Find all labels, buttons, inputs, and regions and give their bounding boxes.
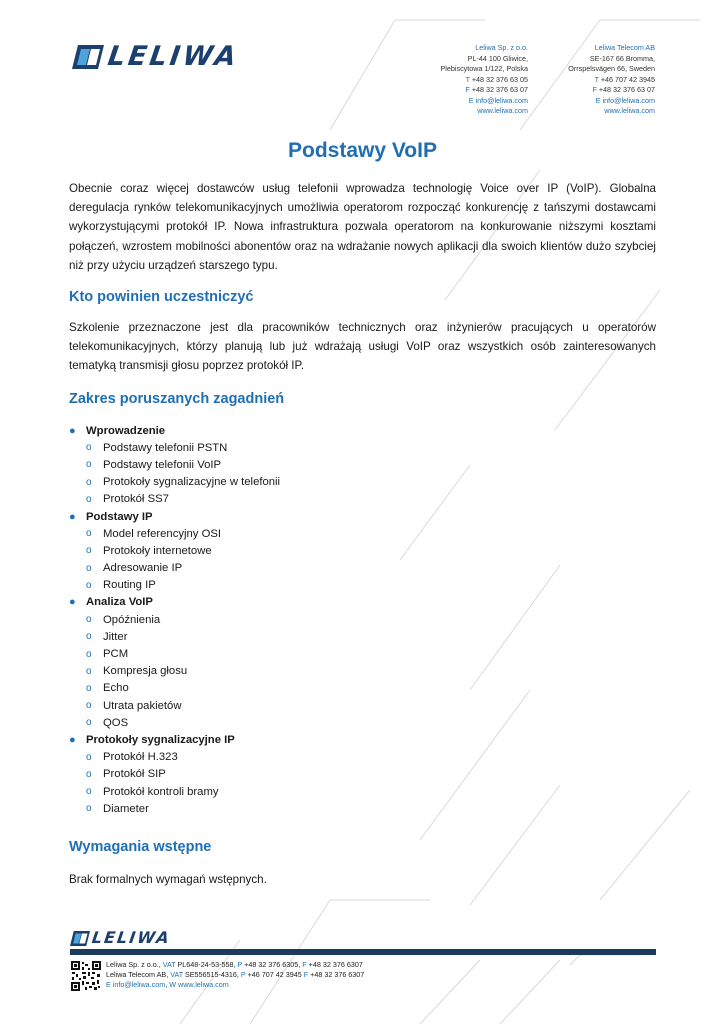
leliwa-logo-mark-icon (70, 931, 90, 946)
bullet-circle-icon: o (86, 803, 92, 815)
requirements-heading: Wymagania wstępne (69, 839, 212, 855)
topic-subitem: o Protokół SS7 (86, 493, 169, 506)
leliwa-logo-mark-icon (72, 45, 104, 69)
topic-subitem: o Protokół SIP (86, 768, 166, 781)
address-line: Plebiscytowa 1/122, Polska (440, 64, 528, 73)
bullet-circle-icon: o (86, 631, 92, 643)
topic-subitem: o Utrata pakietów (86, 699, 182, 712)
bullet-circle-icon: o (86, 751, 92, 763)
footer-website-link[interactable]: www.leliwa.com (176, 980, 229, 990)
bullet-dot-icon: ● (69, 424, 76, 437)
bullet-circle-icon: o (86, 648, 92, 660)
bullet-circle-icon: o (86, 768, 92, 780)
topics-list (69, 422, 629, 817)
topic-subitem: o PCM (86, 648, 129, 661)
topic-subitem: o Protokoły sygnalizacyjne w telefonii (86, 476, 281, 489)
who-paragraph: Szkolenie przeznaczone jest dla pracowników technicznych oraz inżynierów pracujących u operatorów telekomunikacyjnych, którzy planują lub już wdrażają usługi VoIP oraz wszystkich osób zainteresowanych tematyką transmisji głosu poprzez protokół IP. (69, 321, 656, 373)
footer-line-contact: E info@leliwa.com, W www.leliwa.com (106, 980, 229, 990)
bullet-circle-icon: o (86, 579, 92, 591)
footer-line-sweden: Leliwa Telecom AB, VAT SE556515-4316, P +46 707 42 3945 F +48 32 376 6307 (106, 970, 365, 980)
footer-company-details (106, 960, 364, 991)
email-line: E info@leliwa.com (595, 95, 655, 105)
who-heading: Kto powinien uczestniczyć (69, 289, 254, 305)
topic-subitem: o Adresowanie IP (86, 562, 183, 575)
leliwa-logo (72, 41, 308, 72)
address-line: SE-167 66 Bromma, (589, 53, 655, 63)
footer-line-poland: Leliwa Sp. z o.o., VAT PL648-24-53-558, P +48 32 376 6305, F +48 32 376 6307 (106, 960, 363, 969)
footer-logo-wordmark: LELIWA (90, 928, 173, 947)
topic-subitem: o Opóźnienia (86, 613, 161, 626)
address-line: Orrspelsvägen 66, Sweden (568, 64, 655, 73)
topic-heading: ● Protokoły sygnalizacyjne IP (69, 733, 235, 746)
topic-subitem: o Model referencyjny OSI (86, 527, 222, 540)
topic-subitem: o Protokół H.323 (86, 751, 178, 764)
topic-subitem: o Protokoły internetowe (86, 544, 212, 557)
bullet-circle-icon: o (86, 665, 92, 677)
topic-subitem: o Echo (86, 682, 129, 695)
address-line: PL-44 100 Gliwice, (467, 53, 528, 63)
bullet-dot-icon: ● (69, 510, 76, 523)
website-link[interactable]: www.leliwa.com (604, 106, 655, 115)
topic-subitem: o Kompresja głosu (86, 665, 188, 678)
topic-subitem: o Protokół kontroli bramy (86, 785, 219, 798)
email-link[interactable]: info@leliwa.com (602, 95, 655, 105)
topic-subitem: o Jitter (86, 630, 128, 643)
website-link[interactable]: www.leliwa.com (477, 106, 528, 115)
bullet-circle-icon: o (86, 493, 92, 505)
address-poland (400, 43, 528, 117)
bullet-circle-icon: o (86, 459, 92, 471)
topic-subitem: o Podstawy telefonii PSTN (86, 441, 228, 454)
fax-line: F +48 32 376 63 07 (465, 85, 528, 94)
topic-subitem: o Diameter (86, 802, 149, 815)
footer-divider-bar (70, 949, 656, 955)
topic-subitem: o Podstawy telefonii VoIP (86, 458, 222, 471)
email-link[interactable]: info@leliwa.com (475, 95, 528, 105)
bullet-circle-icon: o (86, 562, 92, 574)
fax-line: F +48 32 376 63 07 (592, 85, 655, 94)
topic-subitem: o Routing IP (86, 579, 156, 592)
email-line: E info@leliwa.com (468, 95, 528, 105)
bullet-circle-icon: o (86, 442, 92, 454)
topic-heading: ● Podstawy IP (69, 510, 153, 523)
phone-line: T +46 707 42 3945 (594, 74, 655, 84)
bullet-circle-icon: o (86, 700, 92, 712)
bullet-circle-icon: o (86, 786, 92, 798)
bullet-dot-icon: ● (69, 733, 76, 746)
phone-line: T +48 32 376 63 05 (465, 74, 528, 84)
logo-wordmark: LELIWA (105, 41, 241, 72)
requirements-paragraph: Brak formalnych wymagań wstępnych. (69, 873, 267, 886)
footer-logo (70, 930, 210, 946)
footer-email-link[interactable]: info@leliwa.com (110, 980, 166, 990)
topic-heading: ● Wprowadzenie (69, 424, 166, 437)
topic-subitem: o QOS (86, 716, 129, 729)
qr-code-icon (70, 960, 102, 992)
bullet-circle-icon: o (86, 528, 92, 540)
intro-paragraph: Obecnie coraz więcej dostawców usług telefonii wprowadza technologię Voice over IP (VoIP). Globalna deregulacja rynków telekomunikacyjnych umożliwia operatorom rozpocząć konkurencję z tańszymi dostawcami wykorzystującymi protokół IP. Nowa infrastruktura pozwala operatorom na konkurowanie niższymi kosztami połączeń, wzrostem mobilności abonentów oraz na wdrażanie nowych aplikacji dla swoich klientów dużo szybciej niż przy użyciu urządzeń starszego typu. (69, 182, 656, 272)
page-title: Podstawy VoIP (288, 139, 437, 162)
topic-heading: ● Analiza VoIP (69, 596, 153, 609)
bullet-circle-icon: o (86, 545, 92, 557)
address-sweden (527, 43, 655, 117)
bullet-circle-icon: o (86, 614, 92, 626)
bullet-circle-icon: o (86, 682, 92, 694)
bullet-circle-icon: o (86, 476, 92, 488)
company-name: Leliwa Sp. z o.o. (475, 43, 528, 52)
scope-heading: Zakres poruszanych zagadnień (69, 391, 285, 407)
bullet-circle-icon: o (86, 717, 92, 729)
company-name: Leliwa Telecom AB (594, 43, 655, 52)
bullet-dot-icon: ● (69, 596, 76, 609)
